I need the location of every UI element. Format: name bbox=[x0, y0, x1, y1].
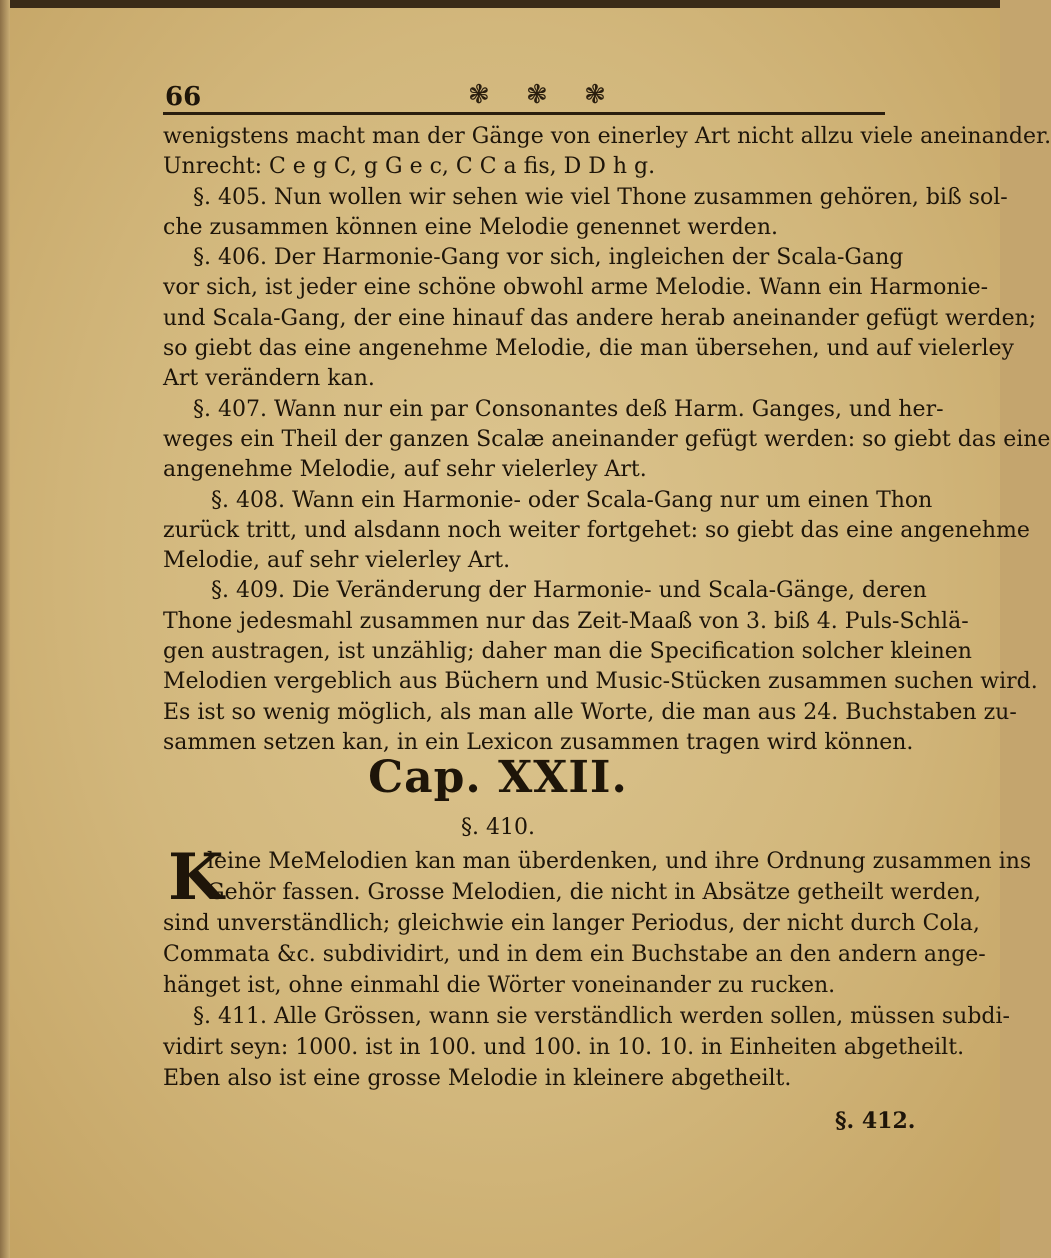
header-rule bbox=[163, 112, 885, 115]
drop-cap-letter: K bbox=[168, 840, 224, 915]
chapter-heading: Cap. XXII. bbox=[368, 752, 628, 803]
text-line: Art verändern kan. bbox=[163, 366, 375, 392]
body-text-lower bbox=[163, 840, 1032, 1094]
text-line: Es ist so wenig möglich, als man alle Worte, die man aus 24. Buchstaben zu- bbox=[163, 699, 1017, 725]
text-line: Unrecht: C e g C, g G e c, C C a fis, D D h g. bbox=[163, 154, 656, 180]
text-line: che zusammen können eine Melodie genennet werden. bbox=[163, 214, 778, 240]
text-line: Thone jedesmahl zusammen nur das Zeit-Maaß von 3. biß 4. Puls-Schlä- bbox=[163, 608, 969, 634]
text-line: vor sich, ist jeder eine schöne obwohl arme Melodie. Wann ein Harmonie- bbox=[163, 275, 989, 301]
flower-ornament-icon: ❃ ❃ ❃ bbox=[468, 80, 620, 110]
text-line: weges ein Theil der ganzen Scalæ aneinander gefügt werden: so giebt das eine bbox=[163, 426, 1051, 452]
text-line: sind unverständlich; gleichwie ein langer Periodus, der nicht durch Cola, bbox=[163, 911, 980, 936]
text-line: angenehme Melodie, auf sehr vielerley Art. bbox=[163, 457, 647, 483]
text-line: hänget ist, ohne einmahl die Wörter voneinander zu rucken. bbox=[163, 973, 836, 998]
paragraph-409-start: §. 409. Die Veränderung der Harmonie- und Scala-Gänge, deren bbox=[211, 578, 927, 604]
text-line: Melodien vergeblich aus Büchern und Music-Stücken zusammen suchen wird. bbox=[163, 669, 1038, 695]
paragraph-406-start: §. 406. Der Harmonie-Gang vor sich, ingleichen der Scala-Gang bbox=[193, 245, 904, 271]
page-header bbox=[163, 80, 885, 112]
text-line: Eben also ist eine grosse Melodie in kleinere abgetheilt. bbox=[163, 1066, 792, 1091]
text-line: Melodie, auf sehr vielerley Art. bbox=[163, 548, 511, 574]
text-line: Commata &c. subdividirt, und in dem ein Buchstabe an den andern ange- bbox=[163, 942, 986, 967]
paragraph-408-start: §. 408. Wann ein Harmonie- oder Scala-Gang nur um einen Thon bbox=[211, 487, 933, 513]
text-line: sammen setzen kan, in ein Lexicon zusammen tragen wird können. bbox=[163, 729, 914, 755]
text-line: und Scala-Gang, der eine hinauf das andere herab aneinander gefügt werden; bbox=[163, 305, 1037, 331]
text-line: vidirt seyn: 1000. ist in 100. und 100. in 10. 10. in Einheiten abgetheilt. bbox=[163, 1035, 965, 1060]
paragraph-405-start: §. 405. Nun wollen wir sehen wie viel Thone zusammen gehören, biß sol- bbox=[193, 184, 1008, 210]
body-text-upper bbox=[163, 122, 1051, 758]
page-number: 66 bbox=[165, 82, 202, 112]
text-line: Gehör fassen. Grosse Melodien, die nicht in Absätze getheilt werden, bbox=[207, 880, 981, 905]
section-number: §. 410. bbox=[461, 815, 535, 840]
top-edge-shadow bbox=[0, 0, 1000, 8]
text-line: zurück tritt, und alsdann noch weiter fortgehet: so giebt das eine angenehme bbox=[163, 517, 1030, 543]
binding-edge bbox=[0, 0, 10, 1258]
text-line: so giebt das eine angenehme Melodie, die man übersehen, und auf vielerley bbox=[163, 336, 1014, 362]
text-line: wenigstens macht man der Gänge von einerley Art nicht allzu viele aneinander. bbox=[163, 124, 1051, 149]
text-line: leine MeMelodien kan man überdenken, und ihre Ordnung zusammen ins bbox=[207, 849, 1032, 874]
paragraph-411-start: §. 411. Alle Grössen, wann sie verständlich werden sollen, müssen subdi- bbox=[193, 1004, 1010, 1029]
paragraph-407-start: §. 407. Wann nur ein par Consonantes deß Harm. Ganges, und her- bbox=[193, 396, 944, 422]
text-line: gen austragen, ist unzählig; daher man die Specification solcher kleinen bbox=[163, 639, 972, 665]
catchword: §. 412. bbox=[835, 1108, 916, 1134]
